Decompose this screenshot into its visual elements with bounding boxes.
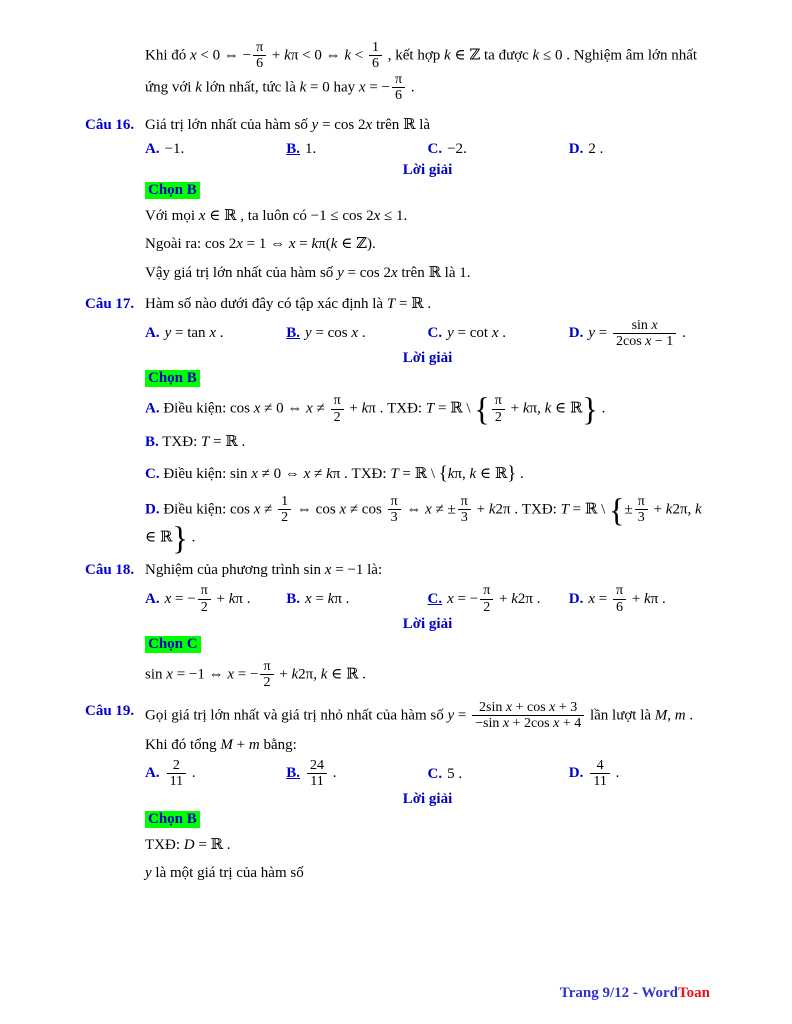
option-value: y = tan x . [164, 325, 224, 342]
option-value: −2. [447, 141, 467, 158]
page-footer [560, 985, 710, 1002]
chosen-answer-row [145, 370, 710, 387]
solution-paragraph: D. Điều kiện: cos x ≠ $\frac{1}{2}$ ⇔ cos x ≠ cos $\frac{\pi}{3}$ ⇔ x ≠ ± $\frac{\pi}{3}$ + k2π . TXĐ: T = ℝ \ {± $\frac{\pi}{3}$ + k2π, k ∈ ℝ} . [145, 491, 702, 556]
footer-brand: Toan [678, 985, 710, 1001]
fraction: $\frac{\pi}{3}$ [458, 494, 471, 526]
intro-paragraph: Khi đó x < 0 ⇔ − $\frac{\pi}{6}$ + kπ < 0 ⇔ k < $\frac{1}{6}$ , kết hợp k ∈ ℤ ta được k ≤ 0 . Nghiệm âm lớn nhất ứng với k lớn nhất, tức là k = 0 hay x = − $\frac{\pi}{6}$ . [145, 40, 698, 104]
solution-heading: Lời giải [402, 616, 453, 632]
option-B [286, 322, 427, 345]
option-B [286, 588, 427, 611]
solution-paragraph: Vậy giá trị lớn nhất của hàm số y = cos 2x trên ℝ là 1. [145, 264, 471, 281]
fraction: $\frac{\pi}{2}$ [198, 583, 211, 615]
option-value: 1. [305, 141, 317, 158]
option-letter: C. [427, 325, 443, 342]
option-letter: B. [286, 765, 301, 782]
question-16 [85, 114, 710, 285]
question-label: Câu 18. [85, 561, 135, 578]
option-letter: A. [145, 141, 160, 158]
option-value: 2 . [588, 141, 604, 158]
option-letter: D. [568, 765, 584, 782]
option-value: x = − $\frac{\pi}{2}$ + kπ . [164, 583, 251, 615]
set-brace: { [438, 462, 448, 484]
questions-container [85, 114, 710, 885]
option-letter: A. [145, 325, 160, 342]
option-C [428, 763, 569, 786]
option-letter: D. [568, 590, 584, 607]
option-value: y = cos x . [305, 325, 366, 342]
fraction: $\frac{1}{6}$ [369, 40, 382, 72]
option-A [145, 583, 286, 615]
option-B [286, 758, 427, 790]
solution-paragraph: Ngoài ra: cos 2x = 1 ⇔ x = kπ(k ∈ ℤ). [145, 236, 376, 253]
question-statement: Giá trị lớn nhất của hàm số y = cos 2x trên ℝ là [145, 116, 431, 133]
solution-option-letter: A. [145, 400, 160, 417]
option-A [145, 758, 286, 790]
fraction: $\frac{\pi}{2}$ [492, 393, 505, 425]
option-letter: A. [145, 765, 160, 782]
solution-paragraph: sin x = −1 ⇔ x = − $\frac{\pi}{2}$ + k2π, k ∈ ℝ . [145, 659, 366, 691]
option-value: −1. [164, 141, 185, 158]
option-value: $\frac{24}{11}$ . [305, 765, 337, 781]
option-letter: C. [427, 590, 443, 607]
fraction: $\frac{24}{11}$ [307, 758, 327, 790]
solution-option-letter: B. [145, 434, 159, 451]
option-value: x = − $\frac{\pi}{2}$ + k2π . [447, 583, 541, 615]
question-17 [85, 293, 710, 556]
solution-paragraph: B. TXĐ: T = ℝ . [145, 434, 246, 451]
solution-heading: Lời giải [402, 790, 453, 807]
solution-option-letter: C. [145, 465, 160, 482]
option-letter: D. [568, 141, 584, 158]
footer-page-number: Trang 9/12 - Word [559, 985, 679, 1001]
chosen-answer-badge: Chọn C [145, 636, 201, 653]
set-brace: { [609, 491, 625, 528]
solution-option-letter: D. [145, 501, 160, 518]
option-value: 5 . [447, 765, 463, 782]
options-row [145, 138, 710, 161]
option-letter: A. [145, 590, 160, 607]
question-statement-continued: Khi đó tổng M + m bằng: [145, 736, 297, 753]
set-brace: } [507, 462, 517, 484]
option-value: y = cot x . [447, 325, 506, 342]
option-value: x = $\frac{\pi}{6}$ + kπ . [588, 583, 666, 615]
chosen-answer-row [145, 182, 710, 199]
option-letter: C. [427, 141, 443, 158]
question-statement: Nghiệm của phương trình sin x = −1 là: [145, 561, 383, 578]
chosen-answer-row [145, 811, 710, 828]
question-statement: Gọi giá trị lớn nhất và giá trị nhỏ nhất của hàm số y = $\frac{\text{2sin x + cos x + 3}}{\text{−sin x + 2cos x + 4}}$ lần lượt là M, m . [145, 699, 694, 732]
solution-heading: Lời giải [402, 350, 453, 367]
question-header [85, 114, 710, 137]
option-D [569, 318, 710, 350]
question-label: Câu 17. [85, 296, 135, 313]
solution-paragraph: C. Điều kiện: sin x ≠ 0 ⇔ x ≠ kπ . TXĐ: T = ℝ \ {kπ, k ∈ ℝ} . [145, 462, 524, 484]
option-C [428, 138, 569, 161]
fraction: $\frac{\pi}{6}$ [392, 72, 405, 104]
option-value: y = $\frac{\text{sin x}}{\text{2cos x − 1}}$ . [588, 317, 686, 349]
question-header [85, 293, 710, 316]
question-label: Câu 19. [85, 702, 135, 719]
fraction: $\frac{\text{sin x}}{\text{2cos x − 1}}$ [613, 318, 676, 350]
options-row [145, 758, 710, 790]
chosen-answer-badge: Chọn B [145, 182, 200, 199]
option-D [569, 138, 710, 161]
question-header [85, 559, 710, 582]
fraction: $\frac{\pi}{3}$ [635, 494, 648, 526]
question-label: Câu 16. [85, 116, 135, 133]
option-letter: D. [568, 324, 584, 341]
option-C [428, 583, 569, 615]
option-D [569, 758, 710, 790]
fraction: $\frac{1}{2}$ [278, 494, 291, 526]
option-letter: B. [286, 325, 301, 342]
option-A [145, 138, 286, 161]
option-letter: C. [427, 765, 443, 782]
fraction: $\frac{4}{11}$ [590, 758, 609, 790]
question-header [85, 700, 710, 732]
chosen-answer-row [145, 636, 710, 653]
chosen-answer-badge: Chọn B [145, 370, 200, 387]
option-A [145, 322, 286, 345]
fraction: $\frac{\pi}{6}$ [253, 40, 266, 72]
option-value: $\frac{4}{11}$ . [588, 765, 619, 781]
option-B [286, 138, 427, 161]
question-18 [85, 559, 710, 691]
options-row [145, 583, 710, 615]
fraction: $\frac{\pi}{2}$ [331, 393, 344, 425]
set-brace: } [582, 391, 598, 428]
option-letter: B. [286, 141, 301, 158]
set-brace: } [172, 519, 188, 556]
fraction: $\frac{2}{11}$ [167, 758, 186, 790]
fraction: $\frac{\text{2sin x + cos x + 3}}{\text{−sin x + 2cos x + 4}}$ [472, 700, 584, 732]
solution-paragraph: y là một giá trị của hàm số [145, 865, 304, 882]
option-value: x = kπ . [305, 590, 350, 607]
chosen-answer-badge: Chọn B [145, 811, 200, 828]
fraction: $\frac{\pi}{3}$ [388, 494, 401, 526]
fraction: $\frac{\pi}{2}$ [480, 583, 493, 615]
options-row [145, 318, 710, 350]
fraction: $\frac{\pi}{6}$ [613, 583, 626, 615]
option-value: $\frac{2}{11}$ . [165, 765, 196, 781]
solution-paragraph: Với mọi x ∈ ℝ , ta luôn có −1 ≤ cos 2x ≤ 1. [145, 207, 408, 224]
set-brace: { [474, 391, 490, 428]
fraction: $\frac{\pi}{2}$ [260, 659, 273, 691]
solution-heading: Lời giải [402, 161, 453, 178]
solution-paragraph: A. Điều kiện: cos x ≠ 0 ⇔ x ≠ $\frac{\pi}{2}$ + kπ . TXĐ: T = ℝ \ { $\frac{\pi}{2}$ + kπ, k ∈ ℝ} . [145, 391, 606, 428]
option-D [569, 583, 710, 615]
question-19 [85, 700, 710, 885]
option-C [428, 322, 569, 345]
option-letter: B. [286, 590, 301, 607]
solution-paragraph: TXĐ: D = ℝ . [145, 836, 231, 853]
question-statement: Hàm số nào dưới đây có tập xác định là T = ℝ . [145, 296, 432, 313]
